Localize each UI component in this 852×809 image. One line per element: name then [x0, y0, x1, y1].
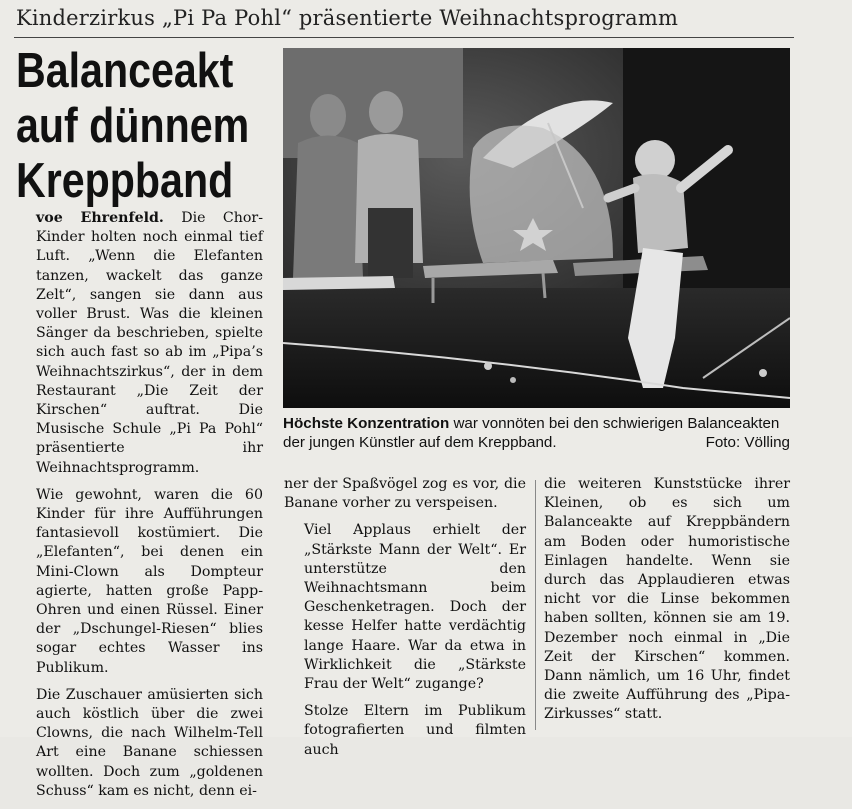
headline-line: auf dünnem	[16, 99, 250, 153]
article-paragraph: Die Zuschauer amüsierten sich auch köstlich über die zwei Clowns, die nach Wilhelm-Tell Art eine Banane schiessen wollten. Doch zum „goldenen Schuss“ kam es nicht, denn ei-	[36, 686, 263, 799]
caption-text: war vonnöten bei den schwierigen Balanceakten der jungen Künstler auf dem Kreppband.	[283, 415, 780, 451]
headline-line: Balanceakt	[16, 44, 234, 98]
caption-lead: Höchste Konzentration	[283, 415, 450, 432]
article-paragraph	[16, 209, 263, 478]
photo-illustration	[283, 48, 790, 408]
column-divider	[535, 480, 536, 730]
photo-caption	[283, 414, 790, 452]
main-headline	[16, 44, 250, 209]
photo-credit: Foto: Völling	[705, 434, 790, 451]
article-column-3	[544, 475, 790, 733]
article-paragraph: Wie gewohnt, waren die 60 Kinder für ihre Aufführungen fantasievoll kostümiert. Die „Elefanten“, bei denen ein Mini-Clown als Dompteur agierte, hatten große Papp-Ohren und einen Rüssel. Einer der „Dschungel-Riesen“ blies sogar echtes Wasser ins Publikum.	[36, 486, 263, 676]
article-paragraph: ner der Spaßvögel zog es vor, die Banane vorher zu verspeisen.	[284, 476, 526, 512]
kicker-rule	[14, 37, 794, 38]
article-column-2	[284, 475, 526, 768]
article-paragraph: Viel Applaus erhielt der „Stärkste Mann der Welt“. Er unterstütze den Weihnachtsmann beim Geschenketragen. Doch der kesse Helfer hatte verdächtig lange Haare. War da etwa in Wirklichkeit die „Stärkste Frau der Welt“ zugange?	[304, 522, 526, 693]
news-photo	[283, 48, 790, 408]
paragraph-text: Die Chor-Kinder holten noch einmal tief Luft. „Wenn die Elefanten tanzen, wackelt das ganze Zelt“, sangen sie dann aus voller Brust. Was die kleinen Sänger da beschrieben, spielte sich auch fast so ab im „Pipa’s Weihnachtszirkus“, der in dem Restaurant „Die Zeit der Kirschen“ auftrat. Die Musische Schule „Pi Pa Pohl“ präsentierte ihr Weihnachtsprogramm.	[36, 210, 263, 476]
article-paragraph: die weiteren Kunststücke ihrer Kleinen, ob es sich um Balanceakte auf Kreppbändern am Boden oder humoristische Einlagen handelte. Wenn sie durch das Applaudieren etwas nicht vor die Linse bekommen haben sollten, können sie am 19. Dezember noch einmal in „Die Zeit der Kirschen“ kommen. Dann nämlich, um 16 Uhr, findet die zweite Aufführung des „Pipa-Zirkusses“ statt.	[544, 476, 790, 723]
dateline: voe Ehrenfeld.	[36, 210, 164, 226]
headline-line: Kreppband	[16, 154, 234, 208]
article-column-1	[16, 209, 263, 809]
article-paragraph: Stolze Eltern im Publikum fotografierten und filmten auch	[304, 703, 526, 758]
kicker-headline: Kinderzirkus „Pi Pa Pohl“ präsentierte Weihnachtsprogramm	[16, 6, 679, 30]
